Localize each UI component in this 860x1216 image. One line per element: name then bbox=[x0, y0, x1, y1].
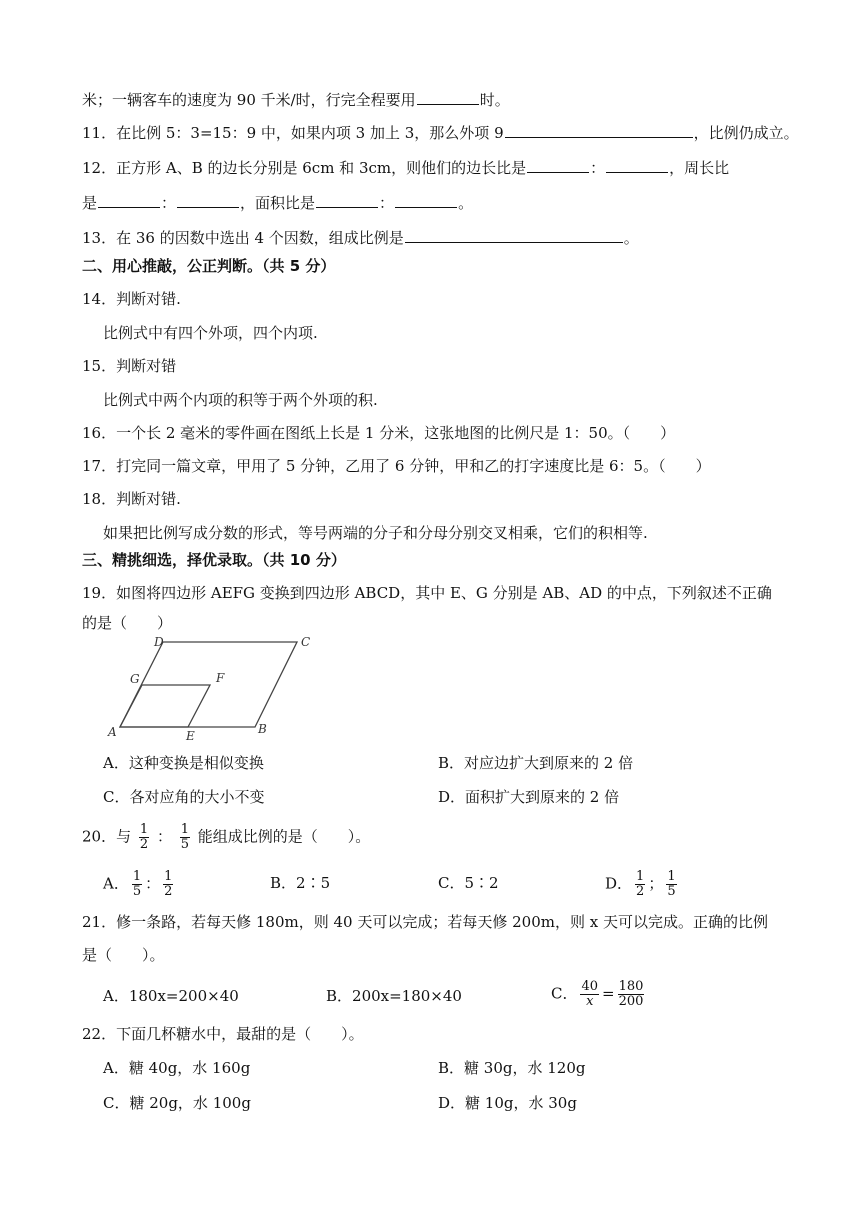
answer-blank[interactable] bbox=[527, 156, 589, 173]
question-21: 21．修一条路，若每天修 180m，则 40 天可以完成；若每天修 200m，则 x 天可以完成。正确的比例 bbox=[82, 913, 768, 931]
option-a[interactable]: A． $\frac{1}{5}$ ： $\frac{1}{2}$ bbox=[103, 869, 173, 899]
continuation-line: 米；一辆客车的速度为 90 千米/时，行完全程要用 时。 bbox=[82, 88, 510, 111]
question-21-cont: 是（ ）。 bbox=[82, 946, 165, 964]
option-c[interactable]: C．糖 20g，水 100g bbox=[103, 1094, 251, 1112]
option-b[interactable]: B．糖 30g，水 120g bbox=[438, 1059, 586, 1077]
option-c[interactable]: C． $\frac{40}{x}$ = $\frac{180}{200}$ bbox=[551, 979, 644, 1009]
question-19: 19．如图将四边形 AEFG 变换到四边形 ABCD，其中 E、G 分别是 AB、AD 的中点，下列叙述不正确 bbox=[82, 584, 772, 602]
option-c[interactable]: C．5∶2 bbox=[438, 874, 499, 892]
fraction-one-half: $\frac{1}{2}$ bbox=[139, 822, 149, 852]
answer-blank[interactable] bbox=[405, 226, 623, 243]
option-a[interactable]: A．180x=200×40 bbox=[103, 987, 239, 1005]
option-a[interactable]: A．糖 40g，水 160g bbox=[103, 1059, 251, 1077]
question-17: 17．打完同一篇文章，甲用了 5 分钟，乙用了 6 分钟，甲和乙的打字速度比是 6：5。（ ） bbox=[82, 457, 711, 475]
question-14: 14．判断对错. bbox=[82, 290, 181, 308]
question-19-cont: 的是（ ） bbox=[82, 614, 173, 632]
option-c[interactable]: C．各对应角的大小不变 bbox=[103, 788, 265, 806]
section-heading-2: 二、用心推敲，公正判断。（共 5 分） bbox=[82, 257, 336, 275]
fraction-one-fifth: $\frac{1}{5}$ bbox=[132, 869, 142, 899]
answer-blank[interactable] bbox=[98, 191, 160, 208]
fraction-180-over-200: $\frac{180}{200}$ bbox=[618, 979, 644, 1009]
answer-blank[interactable] bbox=[395, 191, 457, 208]
fraction-40-over-x: $\frac{40}{x}$ bbox=[581, 979, 599, 1009]
question-20: 20．与 $\frac{1}{2}$ ： $\frac{1}{5}$ 能组成比例的是（ ）。 bbox=[82, 822, 371, 852]
label-B: B bbox=[258, 722, 267, 736]
label-G: G bbox=[130, 672, 140, 686]
answer-blank[interactable] bbox=[505, 121, 693, 138]
fraction-one-half: $\frac{1}{2}$ bbox=[164, 869, 173, 899]
option-b[interactable]: B．2∶5 bbox=[270, 874, 331, 892]
quadrilateral-aefg bbox=[120, 685, 210, 727]
question-18-statement: 如果把比例写成分数的形式，等号两端的分子和分母分别交叉相乘，它们的积相等. bbox=[103, 524, 648, 542]
question-15-statement: 比例式中两个内项的积等于两个外项的积. bbox=[103, 391, 378, 409]
answer-blank[interactable] bbox=[606, 156, 668, 173]
fraction-one-fifth: $\frac{1}{5}$ bbox=[667, 869, 676, 899]
option-b[interactable]: B．对应边扩大到原来的 2 倍 bbox=[438, 754, 634, 772]
answer-blank[interactable] bbox=[177, 191, 239, 208]
question-12: 12．正方形 A、B 的边长分别是 6cm 和 3cm，则他们的边长比是 ： ，周长比 bbox=[82, 156, 729, 179]
question-12-cont: 是 ： ，面积比是 ： 。 bbox=[82, 191, 473, 214]
question-16: 16．一个长 2 毫米的零件画在图纸上长是 1 分米，这张地图的比例尺是 1：50。（ ） bbox=[82, 424, 676, 442]
fraction-one-half: $\frac{1}{2}$ bbox=[636, 869, 645, 899]
question-18: 18．判断对错. bbox=[82, 490, 181, 508]
label-C: C bbox=[301, 635, 311, 649]
question-14-statement: 比例式中有四个外项，四个内项. bbox=[103, 324, 318, 342]
option-d[interactable]: D．糖 10g，水 30g bbox=[438, 1094, 577, 1112]
option-d[interactable]: D． $\frac{1}{2}$ ； $\frac{1}{5}$ bbox=[605, 869, 676, 899]
label-E: E bbox=[186, 729, 195, 740]
section-heading-3: 三、精挑细选，择优录取。（共 10 分） bbox=[82, 551, 346, 569]
label-A: A bbox=[108, 725, 117, 739]
quadrilateral-figure bbox=[100, 630, 330, 740]
question-13: 13．在 36 的因数中选出 4 个因数，组成比例是 。 bbox=[82, 226, 639, 249]
fraction-one-fifth: $\frac{1}{5}$ bbox=[180, 822, 190, 852]
answer-blank[interactable] bbox=[316, 191, 378, 208]
option-a[interactable]: A．这种变换是相似变换 bbox=[103, 754, 264, 772]
question-11: 11．在比例 5：3=15：9 中，如果内项 3 加上 3，那么外项 9 ，比例仍成立。 bbox=[82, 121, 799, 144]
question-22: 22．下面几杯糖水中，最甜的是（ ）。 bbox=[82, 1025, 364, 1043]
label-F: F bbox=[216, 671, 225, 685]
answer-blank[interactable] bbox=[417, 88, 479, 105]
option-d[interactable]: D．面积扩大到原来的 2 倍 bbox=[438, 788, 620, 806]
label-D: D bbox=[154, 635, 164, 649]
question-15: 15．判断对错 bbox=[82, 357, 177, 375]
option-b[interactable]: B．200x=180×40 bbox=[326, 987, 462, 1005]
